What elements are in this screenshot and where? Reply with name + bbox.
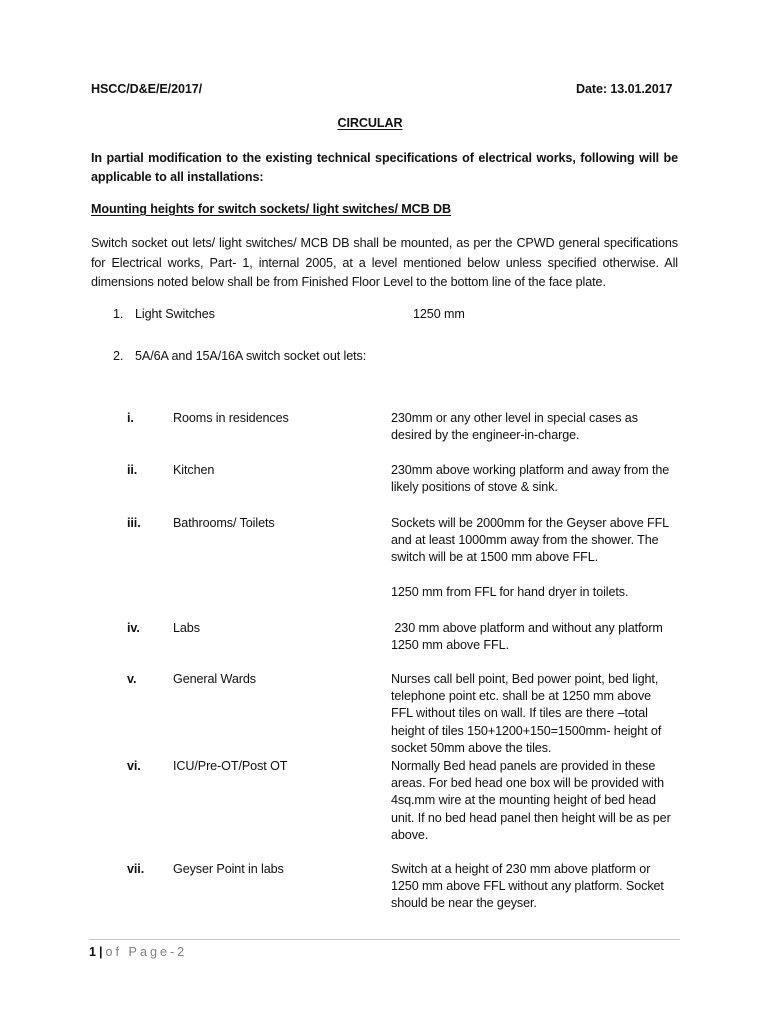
sub-item-location: Rooms in residences <box>173 411 289 425</box>
circular-date: Date: 13.01.2017 <box>576 82 673 96</box>
footer-divider <box>89 939 680 940</box>
page-title <box>0 115 768 132</box>
sub-item-location: Kitchen <box>173 463 215 477</box>
sub-item-numeral: vii. <box>127 862 145 876</box>
page-count: of Page-2 <box>105 945 188 959</box>
sub-item-location: Labs <box>173 621 200 635</box>
intro-paragraph: In partial modification to the existing technical specifications of electrical works, following will be applicable to all installations: <box>91 151 678 184</box>
sub-item-numeral: iii. <box>127 516 141 530</box>
sub-item-description: Switch at a height of 230 mm above platform or 1250 mm above FFL without any platform. Socket should be near the geyser. <box>391 862 664 911</box>
sub-item-description: 230mm above working platform and away from the likely positions of stove & sink. <box>391 463 670 495</box>
sub-item-numeral: i. <box>127 411 134 425</box>
sub-item-description: Sockets will be 2000mm for the Geyser above FFL and at least 1000mm away from the shower. The switch will be at 1500 mm above FFL. <box>391 516 669 565</box>
sub-item-description-extra: 1250 mm from FFL for hand dryer in toilets. <box>391 585 629 599</box>
sub-item-description: 230mm or any other level in special cases as desired by the engineer-in-charge. <box>391 411 638 443</box>
sub-item-description: Normally Bed head panels are provided in these areas. For bed head one box will be provided with 4sq.mm wire at the mounting height of bed head unit. If no bed head panel then height will be as per above. <box>391 759 671 842</box>
sub-item-numeral: iv. <box>127 621 140 635</box>
page-title-text: CIRCULAR <box>337 116 403 130</box>
sub-item-numeral: v. <box>127 672 137 686</box>
sub-item-numeral: ii. <box>127 463 138 477</box>
sub-item-location: General Wards <box>173 672 256 686</box>
sub-item-location: Bathrooms/ Toilets <box>173 516 275 530</box>
page-number: 1 <box>89 945 97 959</box>
page-footer <box>89 944 187 961</box>
list-item-1 <box>113 306 215 323</box>
sub-item-description: Nurses call bell point, Bed power point, bed light, telephone point etc. shall be at 1250 mm above FFL without tiles on wall. If tiles are there –total height of tiles 150+1200+150=1500mm- height of socket 50mm above the tiles. <box>391 672 662 755</box>
list-label: 5A/6A and 15A/16A switch socket out lets: <box>135 349 367 363</box>
footer-separator: | <box>99 945 103 959</box>
list-number: 2. <box>113 349 124 363</box>
list-item-2 <box>113 348 366 365</box>
section-paragraph: Switch socket out lets/ light switches/ MCB DB shall be mounted, as per the CPWD general specifications for Electrical works, Part- 1, internal 2005, at a level mentioned below unless specified otherwise. All dimensions noted below shall be from Finished Floor Level to the bottom line of the face plate. <box>91 236 678 289</box>
list-value: 1250 mm <box>413 307 465 321</box>
sub-item-location: ICU/Pre-OT/Post OT <box>173 759 288 773</box>
sub-item-description: 230 mm above platform and without any platform 1250 mm above FFL. <box>391 621 667 653</box>
section-heading: Mounting heights for switch sockets/ light switches/ MCB DB <box>91 202 452 216</box>
list-number: 1. <box>113 307 124 321</box>
sub-item-numeral: vi. <box>127 759 141 773</box>
list-label: Light Switches <box>135 307 215 321</box>
reference-number: HSCC/D&E/E/2017/ <box>91 82 203 96</box>
sub-item-location: Geyser Point in labs <box>173 862 284 876</box>
